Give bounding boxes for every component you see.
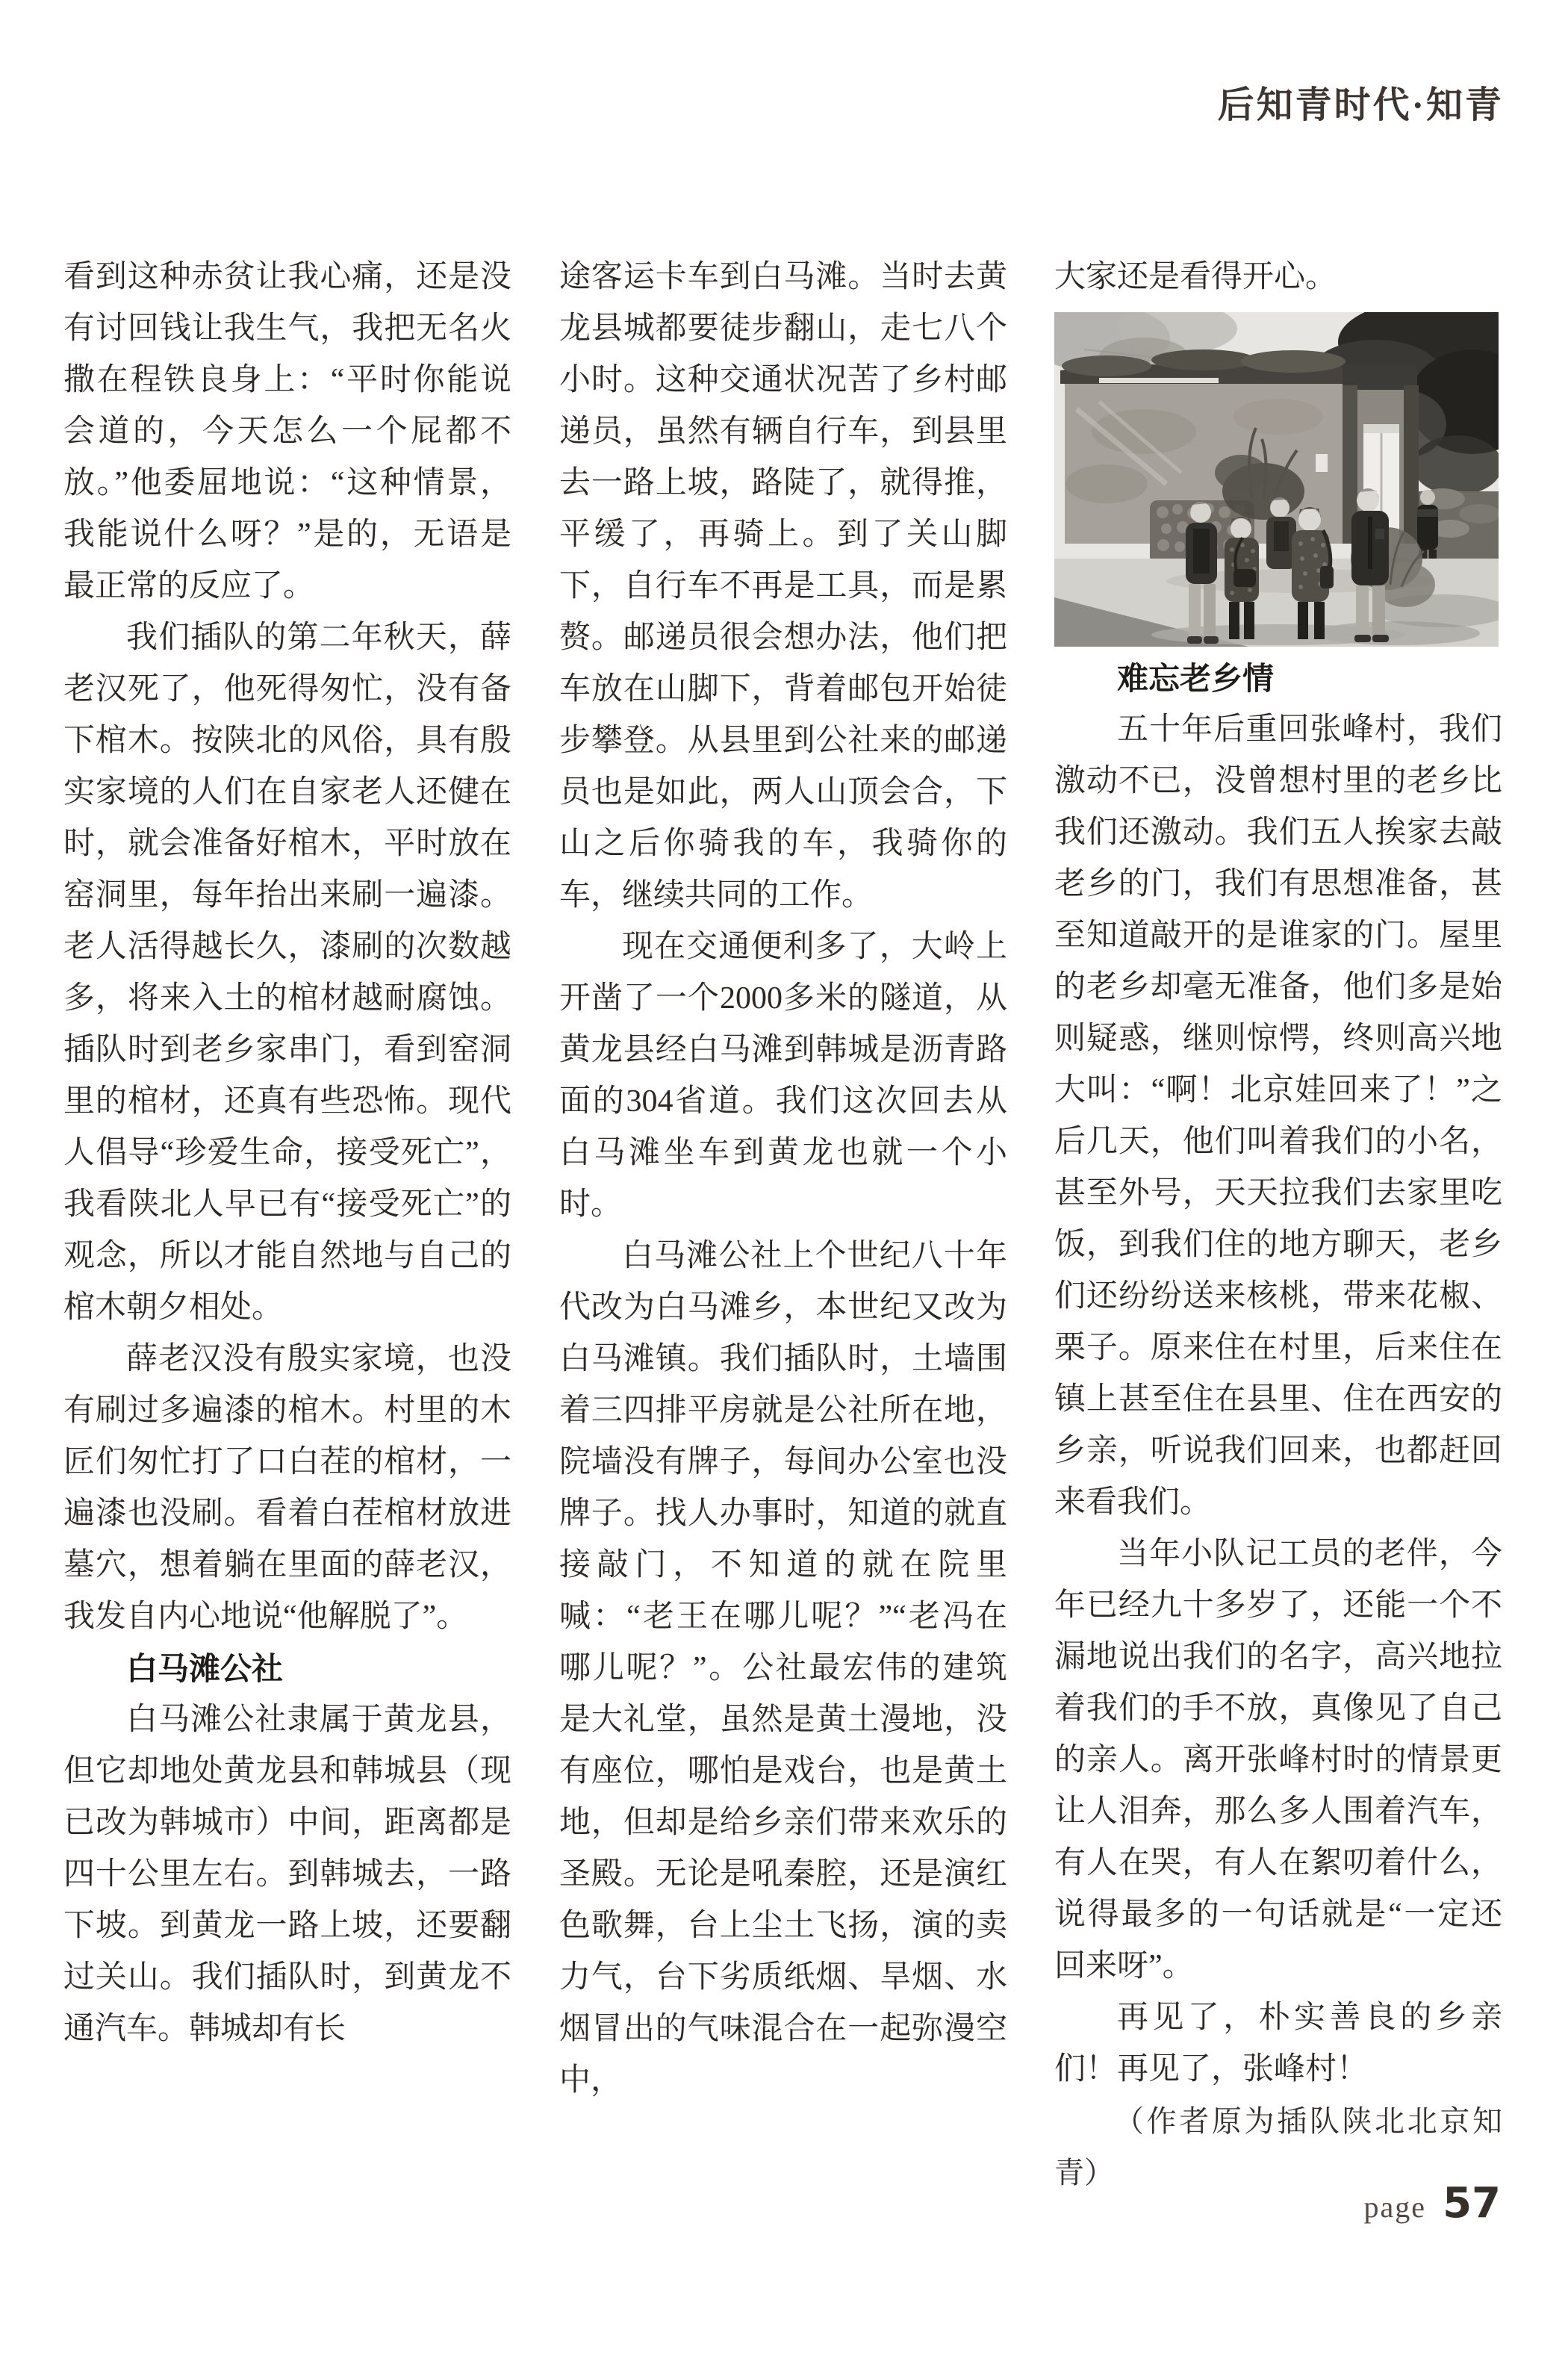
text-column-3 bbox=[1054, 252, 1502, 2198]
page-number: 57 bbox=[1443, 2179, 1501, 2228]
village-photo-graphic bbox=[1054, 312, 1499, 647]
paragraph: 现在交通便利多了，大岭上开凿了一个2000多米的隧道，从黄龙县经白马滩到韩城是沥青路面的304省道。我们这次回去从白马滩坐车到黄龙也就一个小时。 bbox=[559, 930, 1007, 1222]
page-header: 后知青时代·知青 bbox=[1217, 84, 1504, 125]
paragraph: 再见了，朴实善良的乡亲们！再见了，张峰村！ bbox=[1054, 2001, 1502, 2086]
paragraph: 大家还是看得开心。 bbox=[1054, 260, 1337, 294]
subheading-baimatan-commune: 白马滩公社 bbox=[126, 1651, 284, 1686]
text-column-1 bbox=[63, 252, 511, 2055]
paragraph: 途客运卡车到白马滩。当时去黄龙县城都要徒步翻山，走七八个小时。这种交通状况苦了乡村邮递员，虽然有辆自行车，到县里去一路上坡，路陡了，就得推，平缓了，再骑上。到了关山脚下，自行车不再是工具，而是累赘。邮递员很会想办法，他们把车放在山脚下，背着邮包开始徒步攀登。从县里到公社来的邮递员也是如此，两人山顶会合，下山之后你骑我的车，我骑你的车，继续共同的工作。 bbox=[559, 260, 1007, 913]
page-label: page bbox=[1363, 2190, 1427, 2224]
paragraph: 看到这种赤贫让我心痛，还是没有讨回钱让我生气，我把无名火撒在程铁良身上：“平时你能说会道的，今天怎么一个屁都不放。”他委屈地说：“这种情景，我能说什么呀？”是的，无语是最正常的反应了。 bbox=[63, 260, 511, 603]
paragraph: 五十年后重回张峰村，我们激动不已，没曾想村里的老乡比我们还激动。我们五人挨家去敲老乡的门，我们有思想准备，甚至知道敲开的是谁家的门。屋里的老乡却毫无准备，他们多是始则疑惑，继则惊愕，终则高兴地大叫：“啊！北京娃回来了！”之后几天，他们叫着我们的小名，甚至外号，天天拉我们去家里吃饭，到我们住的地方聊天，老乡们还纷纷送来核桃，带来花椒、栗子。原来住在村里，后来住在镇上甚至住在县里、住在西安的乡亲，听说我们回来，也都赶回来看我们。 bbox=[1054, 712, 1502, 1520]
photo-caption: 难忘老乡情 bbox=[1117, 661, 1275, 696]
village-group-photo bbox=[1054, 312, 1499, 647]
page-footer bbox=[1364, 2179, 1501, 2228]
paragraph: 白马滩公社隶属于黄龙县，但它却地处黄龙县和韩城县（现已改为韩城市）中间，距离都是四十公里左右。到韩城去，一路下坡。到黄龙一路上坡，还要翻过关山。我们插队时，到黄龙不通汽车。韩城却有长 bbox=[63, 1703, 511, 2046]
paragraph: 薛老汉没有殷实家境，也没有刷过多遍漆的棺木。村里的木匠们匆忙打了口白茬的棺材，一遍漆也没刷。看着白茬棺材放进墓穴，想着躺在里面的薛老汉，我发自内心地说“他解脱了”。 bbox=[63, 1342, 511, 1634]
paragraph: 我们插队的第二年秋天，薛老汉死了，他死得匆忙，没有备下棺木。按陕北的风俗，具有殷实家境的人们在自家老人还健在时，就会准备好棺木，平时放在窑洞里，每年抬出来刷一遍漆。老人活得越长久，漆刷的次数越多，将来入土的棺材越耐腐蚀。插队时到老乡家串门，看到窑洞里的棺材，还真有些恐怖。现代人倡导“珍爱生命，接受死亡”，我看陕北人早已有“接受死亡”的观念，所以才能自然地与自己的棺木朝夕相处。 bbox=[63, 621, 511, 1325]
author-note: （作者原为插队陕北北京知青） bbox=[1054, 2104, 1502, 2189]
text-column-2 bbox=[559, 252, 1007, 2107]
paragraph: 白马滩公社上个世纪八十年代改为白马滩乡，本世纪又改为白马滩镇。我们插队时，土墙围着三四排平房就是公社所在地，院墙没有牌子，每间办公室也没牌子。找人办事时，知道的就直接敲门，不知道的就在院里喊：“老王在哪儿呢？”“老冯在哪儿呢？”。公社最宏伟的建筑是大礼堂，虽然是黄土漫地，没有座位，哪怕是戏台，也是黄土地，但却是给乡亲们带来欢乐的圣殿。无论是吼秦腔，还是演红色歌舞，台上尘土飞扬，演的卖力气，台下劣质纸烟、旱烟、水烟冒出的气味混合在一起弥漫空中， bbox=[559, 1239, 1007, 2098]
paragraph: 当年小队记工员的老伴，今年已经九十多岁了，还能一个不漏地说出我们的名字，高兴地拉着我们的手不放，真像见了自己的亲人。离开张峰村时的情景更让人泪奔，那么多人围着汽车，有人在哭，有人在絮叨着什么，说得最多的一句话就是“一定还回来呀”。 bbox=[1054, 1537, 1502, 1983]
